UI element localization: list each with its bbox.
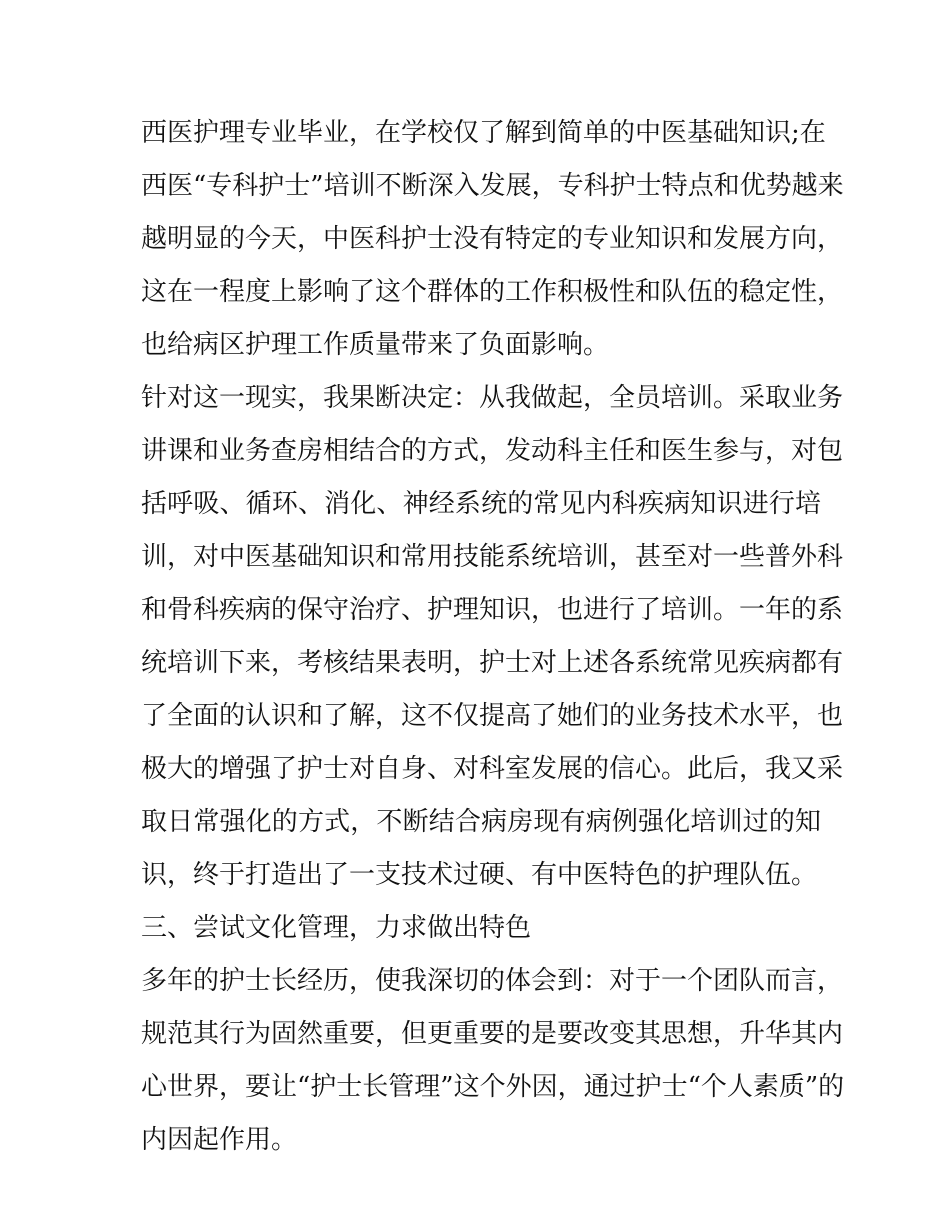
text-line: 讲课和业务查房相结合的方式，发动科主任和医生参与，对包 (141, 436, 844, 466)
text-line: 取日常强化的方式，不断结合病房现有病例强化培训过的知 (141, 807, 821, 837)
text-line: 多年的护士长经历，使我深切的体会到：对于一个团队而言， (141, 966, 844, 996)
text-line: 越明显的今天，中医科护士没有特定的专业知识和发展方向， (141, 224, 844, 254)
text-line: 心世界，要让“护士长管理”这个外因，通过护士“个人素质”的 (141, 1072, 845, 1102)
text-line: 也给病区护理工作质量带来了负面影响。 (141, 330, 610, 360)
text-line: 极大的增强了护士对自身、对科室发展的信心。此后，我又采 (141, 754, 844, 784)
text-line: 统培训下来，考核结果表明，护士对上述各系统常见疾病都有 (141, 648, 844, 678)
text-line: 西医护理专业毕业，在学校仅了解到简单的中医基础知识;在 (141, 118, 826, 148)
section-heading: 三、尝试文化管理，力求做出特色 (141, 913, 532, 943)
text-line: 识，终于打造出了一支技术过硬、有中医特色的护理队伍。 (141, 860, 818, 890)
text-line: 西医“专科护士”培训不断深入发展，专科护士特点和优势越来 (141, 171, 844, 201)
text-line: 内因起作用。 (141, 1125, 298, 1155)
text-line: 了全面的认识和了解，这不仅提高了她们的业务技术水平，也 (141, 701, 844, 731)
text-line: 和骨科疾病的保守治疗、护理知识，也进行了培训。一年的系 (141, 595, 844, 625)
text-line: 括呼吸、循环、消化、神经系统的常见内科疾病知识进行培 (141, 489, 821, 519)
text-line: 规范其行为固然重要，但更重要的是要改变其思想，升华其内 (141, 1019, 844, 1049)
text-line: 训，对中医基础知识和常用技能系统培训，甚至对一些普外科 (141, 542, 844, 572)
body-text (141, 107, 845, 1167)
text-line: 针对这一现实，我果断决定：从我做起，全员培训。采取业务 (141, 383, 844, 413)
text-line: 这在一程度上影响了这个群体的工作积极性和队伍的稳定性， (141, 277, 844, 307)
